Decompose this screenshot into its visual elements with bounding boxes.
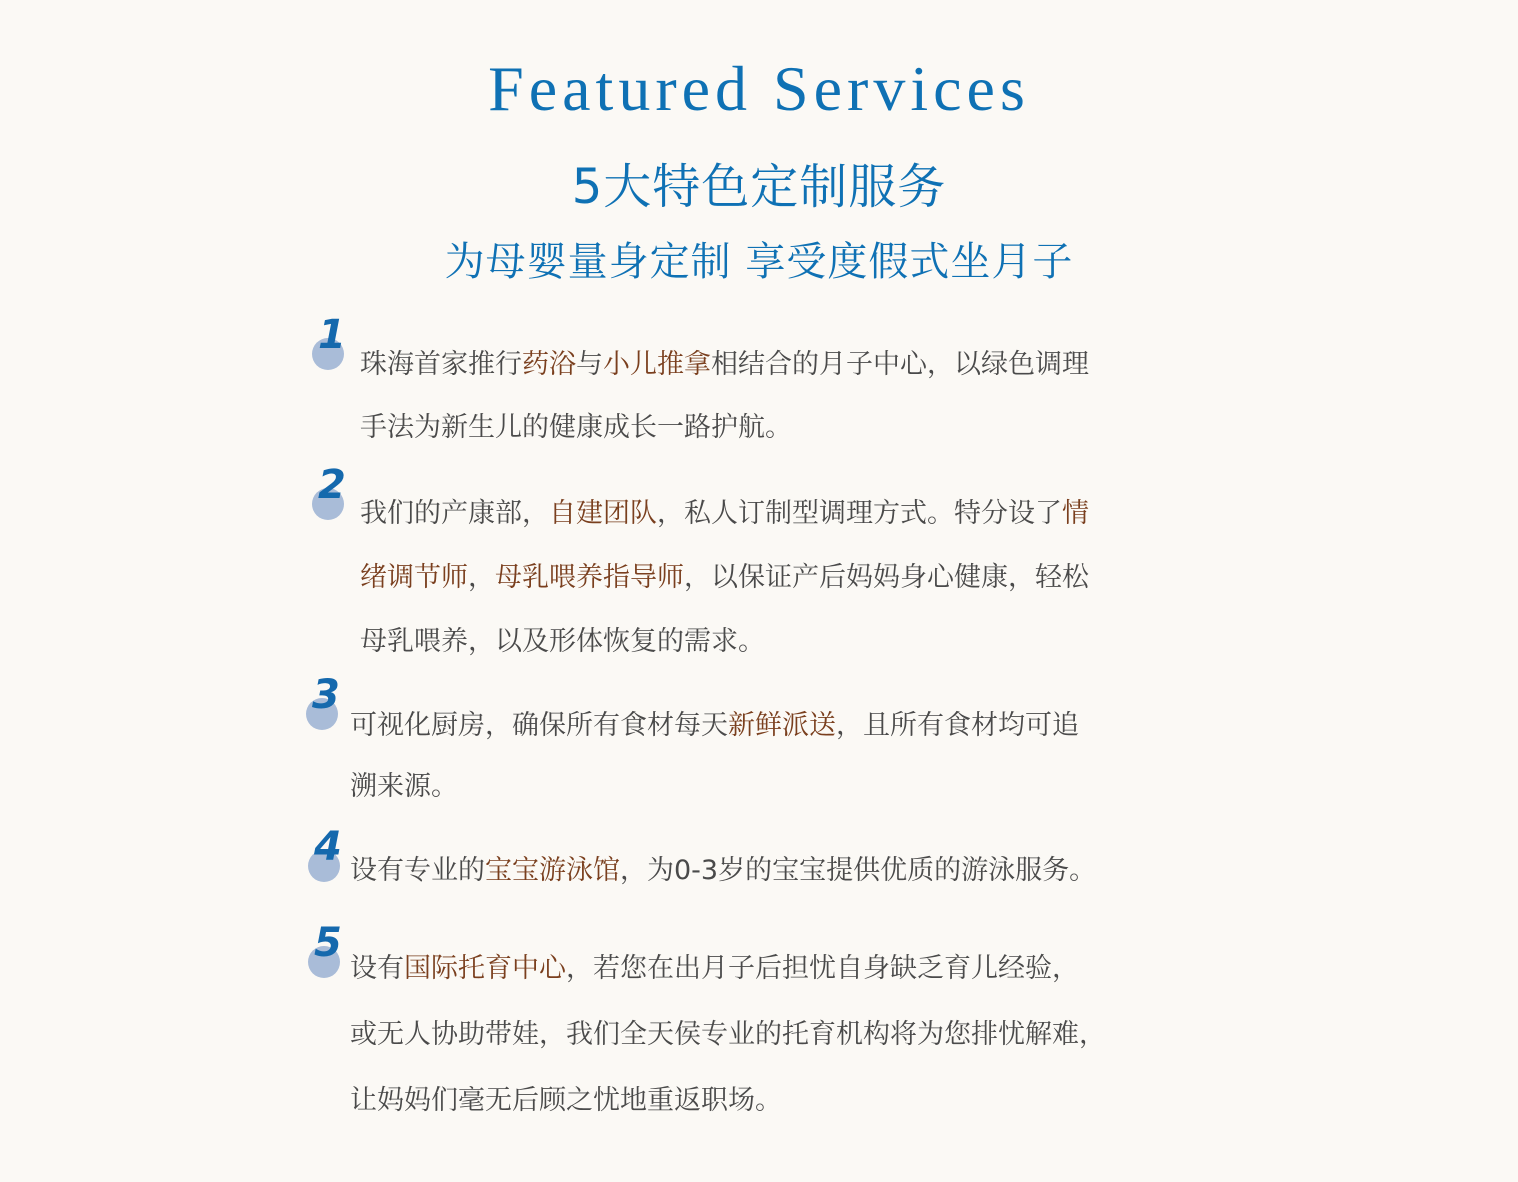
body-text: 手法为新生儿的健康成长一路护航。 [360, 412, 792, 443]
highlight-text: 国际托育中心 [404, 953, 566, 984]
body-text: ，以保证产后妈妈身心健康，轻松 [684, 562, 1089, 593]
body-text: 母乳喂养，以及形体恢复的需求。 [360, 626, 765, 657]
number-badge [312, 462, 346, 520]
description-line [360, 333, 1089, 396]
body-text: 设有专业的 [350, 855, 485, 886]
service-description [350, 695, 1079, 817]
highlight-text: 小儿推拿 [603, 349, 711, 380]
description-line [350, 1068, 1106, 1134]
description-line [360, 396, 1089, 459]
service-number: 1 [318, 312, 346, 358]
body-text: ，为0-3岁的宝宝提供优质的游泳服务。 [620, 855, 1097, 886]
service-number: 4 [314, 824, 342, 870]
highlight-text: 新鲜派送 [728, 710, 836, 741]
body-text: 相结合的月子中心，以绿色调理 [711, 349, 1089, 380]
body-text: 珠海首家推行 [360, 349, 522, 380]
body-text: 我们的产康部， [360, 498, 549, 529]
body-text: 让妈妈们毫无后顾之忧地重返职场。 [350, 1085, 782, 1116]
number-badge [306, 672, 340, 730]
description-line [360, 482, 1089, 546]
body-text: ，若您在出月子后担忧自身缺乏育儿经验， [566, 953, 1079, 984]
description-line [350, 695, 1079, 756]
description-line [350, 841, 1096, 901]
service-description [360, 333, 1089, 459]
description-line [350, 756, 1079, 817]
body-text: 可视化厨房，确保所有食材每天 [350, 710, 728, 741]
body-text: 与 [576, 349, 603, 380]
body-text: 或无人协助带娃，我们全天侯专业的托育机构将为您排忧解难， [350, 1019, 1106, 1050]
number-badge [312, 312, 346, 370]
subtitle: 为母婴量身定制 享受度假式坐月子 [444, 239, 1074, 285]
service-description [350, 936, 1106, 1134]
description-line [350, 1002, 1106, 1068]
description-line [350, 936, 1106, 1002]
number-badge [308, 824, 342, 882]
highlight-text: 母乳喂养指导师 [495, 562, 684, 593]
highlight-text: 情 [1062, 498, 1089, 529]
description-line [360, 610, 1089, 674]
highlight-text: 药浴 [522, 349, 576, 380]
body-text: 溯来源。 [350, 771, 458, 802]
service-number: 5 [314, 920, 342, 966]
title-english: Featured Services [488, 53, 1030, 124]
highlight-text: 绪调节师 [360, 562, 468, 593]
body-text: ， [468, 562, 495, 593]
highlight-text: 自建团队 [549, 498, 657, 529]
highlight-text: 宝宝游泳馆 [485, 855, 620, 886]
service-number: 2 [318, 462, 346, 508]
body-text: 设有 [350, 953, 404, 984]
title-chinese: 5大特色定制服务 [571, 159, 947, 215]
body-text: ，且所有食材均可追 [836, 710, 1079, 741]
body-text: ，私人订制型调理方式。特分设了 [657, 498, 1062, 529]
service-description [360, 482, 1089, 674]
service-number: 3 [312, 672, 340, 718]
service-description [350, 841, 1096, 901]
number-badge [308, 920, 342, 978]
description-line [360, 546, 1089, 610]
